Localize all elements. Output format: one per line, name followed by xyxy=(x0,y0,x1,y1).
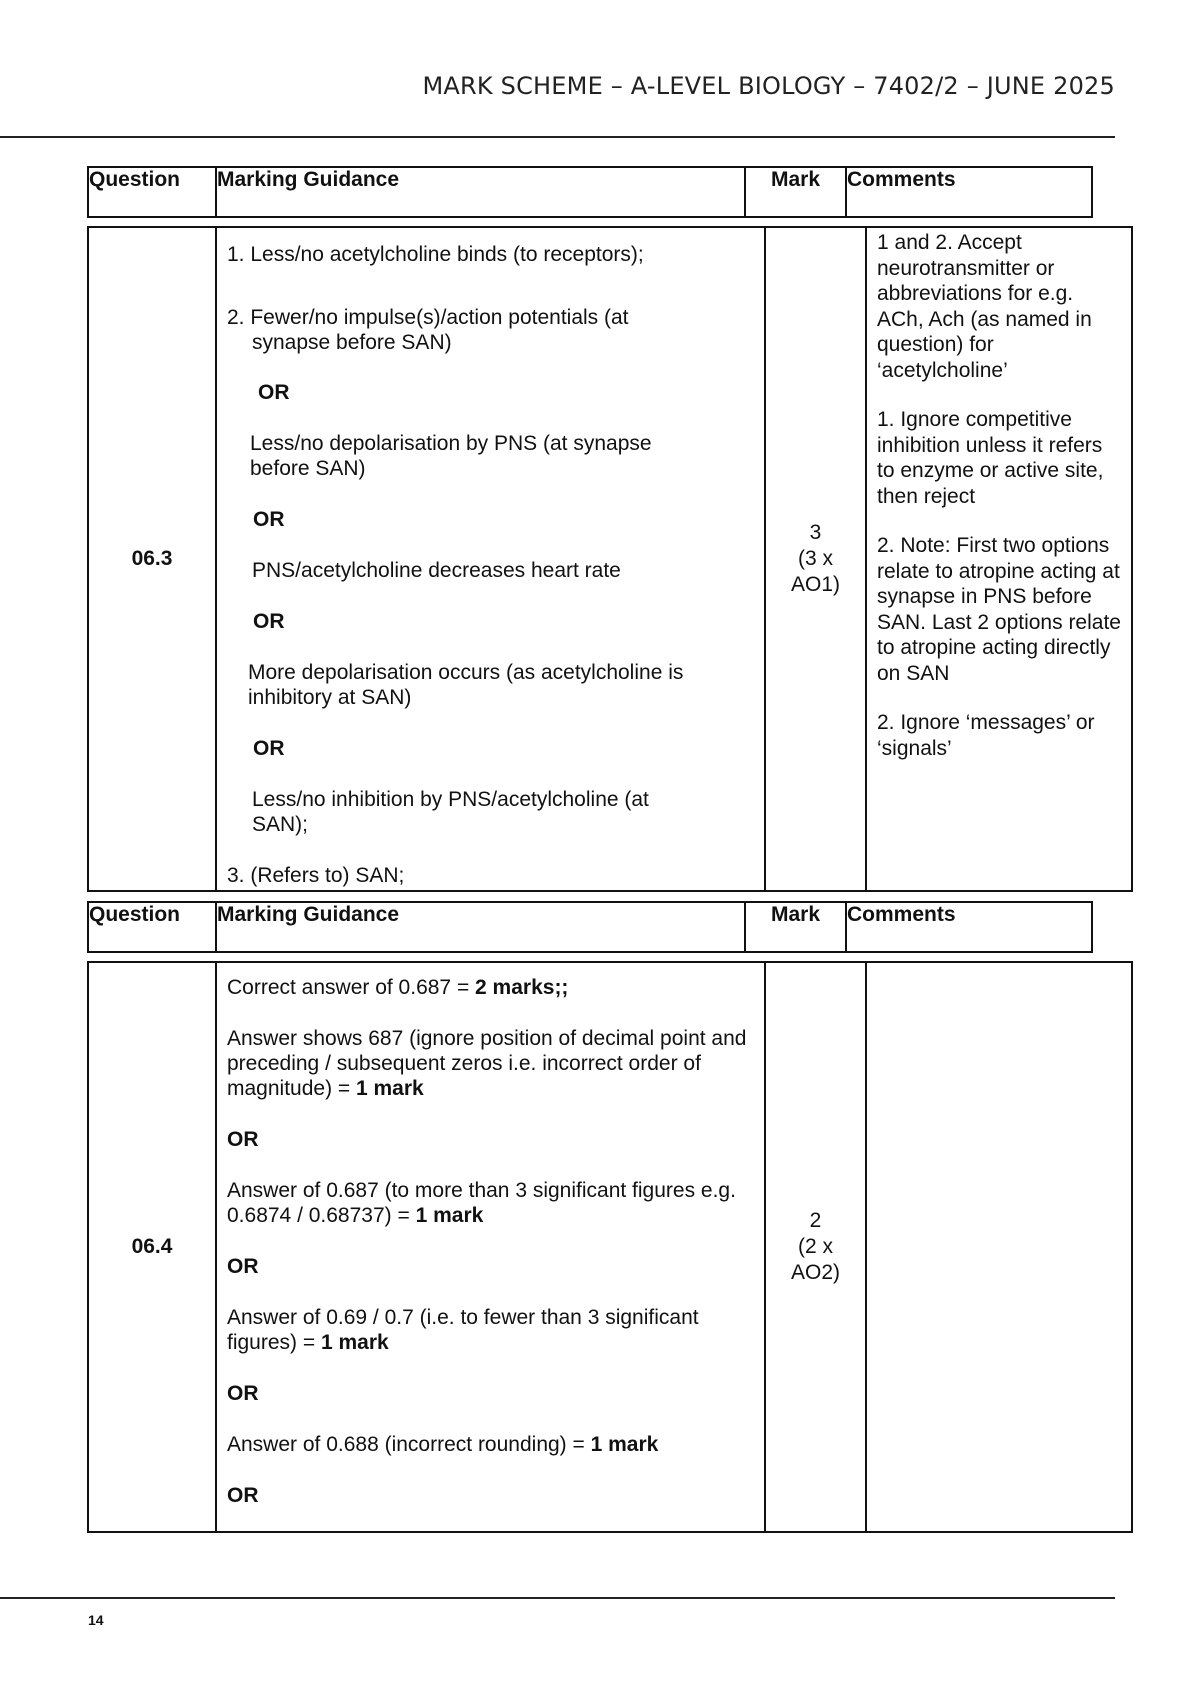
or-label: OR xyxy=(227,1255,259,1278)
table-header-063 xyxy=(87,166,1093,218)
guidance-point-3: 3. (Refers to) SAN; xyxy=(227,864,405,887)
table-body-064 xyxy=(87,961,1133,1533)
comment-2: 1. Ignore competitive inhibition unless it refers to enzyme or active site, then reject xyxy=(877,408,1104,508)
marking-guidance-cell xyxy=(216,962,765,1532)
guidance-alt-1: Less/no depolarisation by PNS (at synapse before SAN) xyxy=(250,432,652,480)
mark-ao-line2: AO2) xyxy=(790,1261,840,1284)
question-number: 06.3 xyxy=(88,227,216,891)
col-header-mark: Mark xyxy=(745,167,846,217)
page-number: 14 xyxy=(88,1612,104,1628)
guidance-alt-2: PNS/acetylcholine decreases heart rate xyxy=(252,559,621,582)
or-label: OR xyxy=(258,381,290,404)
mark-ao-line2: AO1) xyxy=(790,573,840,596)
comment-1: 1 and 2. Accept neurotransmitter or abbreviations for e.g. ACh, Ach (as named in question) for ‘acetylcholine’ xyxy=(877,231,1092,382)
guidance-point-1: 1. Less/no acetylcholine binds (to receptors); xyxy=(227,243,644,266)
or-label: OR xyxy=(253,610,285,633)
running-header-title: MARK SCHEME – A-LEVEL BIOLOGY – 7402/2 – JUNE 2025 xyxy=(422,72,1115,100)
question-number: 06.4 xyxy=(88,962,216,1532)
comment-3: 2. Note: First two options relate to atropine acting at synapse in PNS before SAN. Last 2 options relate to atropine acting directly on SAN xyxy=(877,534,1121,685)
col-header-comments: Comments xyxy=(846,902,1092,952)
guidance-alt-4: Less/no inhibition by PNS/acetylcholine (at SAN); xyxy=(252,788,649,836)
marking-guidance-cell xyxy=(216,227,765,891)
col-header-mark: Mark xyxy=(745,902,846,952)
col-header-comments: Comments xyxy=(846,167,1092,217)
col-header-guidance: Marking Guidance xyxy=(216,167,745,217)
guidance-line-2: Answer shows 687 (ignore position of decimal point and preceding / subsequent zeros i.e. incorrect order of magnitude) = 1 mark xyxy=(227,1027,747,1100)
col-header-question: Question xyxy=(88,902,216,952)
guidance-line-1: Correct answer of 0.687 = 2 marks;; xyxy=(227,976,569,999)
mark-cell xyxy=(765,227,866,891)
or-label: OR xyxy=(227,1382,259,1405)
footer-rule xyxy=(0,1597,1115,1599)
comment-4: 2. Ignore ‘messages’ or ‘signals’ xyxy=(877,711,1095,760)
table-body-063 xyxy=(87,226,1133,892)
or-label: OR xyxy=(227,1484,259,1507)
or-label: OR xyxy=(253,508,285,531)
table-header-064 xyxy=(87,901,1093,953)
or-label: OR xyxy=(227,1128,259,1151)
mark-value: 3 xyxy=(809,521,822,544)
col-header-guidance: Marking Guidance xyxy=(216,902,745,952)
guidance-point-2-line2: synapse before SAN) xyxy=(252,331,452,354)
guidance-point-2-line1: 2. Fewer/no impulse(s)/action potentials (at xyxy=(227,306,629,329)
mark-ao-line1: (2 x xyxy=(797,1235,833,1258)
guidance-line-3: Answer of 0.687 (to more than 3 significant figures e.g. 0.6874 / 0.68737) = 1 mark xyxy=(227,1179,736,1227)
mark-cell xyxy=(765,962,866,1532)
comments-cell xyxy=(866,962,1132,1532)
or-label: OR xyxy=(253,737,285,760)
guidance-line-5: Answer of 0.688 (incorrect rounding) = 1 mark xyxy=(227,1433,659,1456)
guidance-line-4: Answer of 0.69 / 0.7 (i.e. to fewer than 3 significant figures) = 1 mark xyxy=(227,1306,699,1354)
col-header-question: Question xyxy=(88,167,216,217)
mark-ao-line1: (3 x xyxy=(797,547,833,570)
mark-value: 2 xyxy=(809,1209,822,1232)
header-rule xyxy=(0,136,1115,138)
guidance-alt-3: More depolarisation occurs (as acetylcholine is inhibitory at SAN) xyxy=(248,661,684,709)
comments-cell xyxy=(866,227,1132,891)
